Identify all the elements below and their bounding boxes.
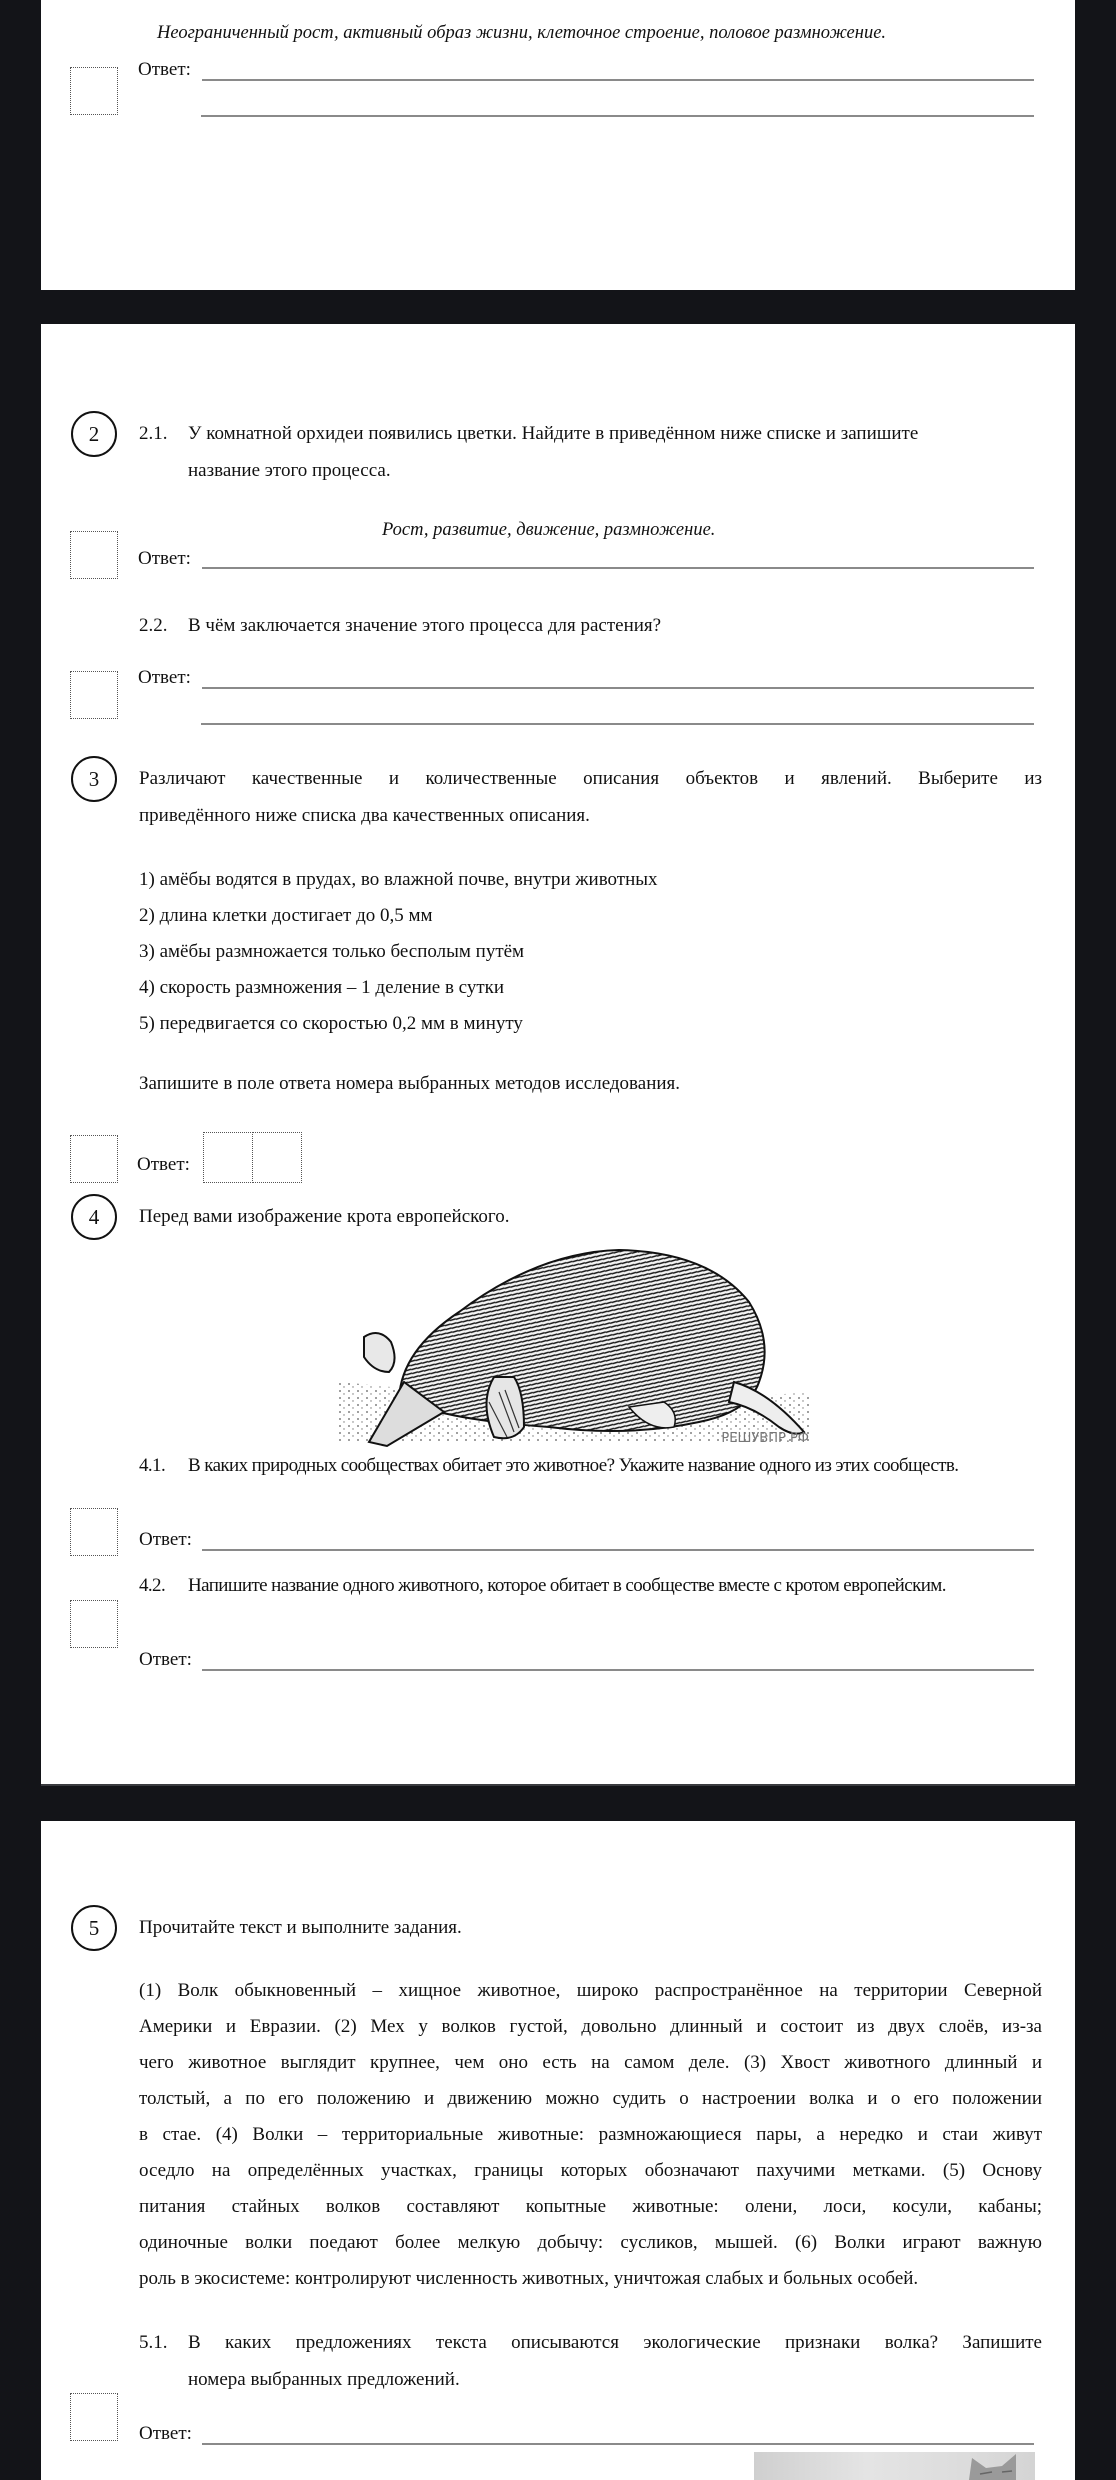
paragraph-line: одиночные волки поедают более мелкую добычу: сусликов, мышей. (6) Волки играют важную bbox=[139, 2232, 1042, 2253]
mole-illustration bbox=[329, 1242, 819, 1452]
list-item: 2) длина клетки достигает до 0,5 мм bbox=[139, 905, 433, 926]
answer-line[interactable] bbox=[202, 79, 1034, 81]
answer-label: Ответ: bbox=[138, 59, 191, 80]
score-box bbox=[70, 671, 118, 719]
answer-line[interactable] bbox=[202, 687, 1034, 689]
answer-cell-2[interactable] bbox=[252, 1132, 302, 1183]
question-number: 4.2. bbox=[139, 1575, 166, 1596]
task-number-badge: 5 bbox=[71, 1905, 117, 1951]
task-number-badge: 4 bbox=[71, 1194, 117, 1240]
question-text: В каких предложениях текста описываются экологические признаки волка? Запишите bbox=[188, 2332, 1042, 2353]
list-item: 4) скорость размножения – 1 деление в сутки bbox=[139, 977, 505, 998]
paragraph-line: оседло на определённых участках, границы которых обозначают пахучими метками. (5) Основу bbox=[139, 2160, 1042, 2181]
score-box bbox=[70, 1600, 118, 1648]
question-text-cont: название этого процесса. bbox=[188, 460, 391, 481]
paragraph-line: Америки и Евразии. (2) Мех у волков густой, довольно длинный и состоит из двух слоёв, из-за bbox=[139, 2016, 1042, 2037]
animal-head-icon bbox=[754, 2452, 1035, 2480]
answer-line[interactable] bbox=[201, 723, 1034, 725]
question-number: 2.1. bbox=[139, 423, 168, 444]
answer-label: Ответ: bbox=[138, 667, 191, 688]
options-text: Неограниченный рост, активный образ жизни, клеточное строение, половое размножение. bbox=[157, 23, 887, 43]
task-intro-cont: приведённого ниже списка два качественных описания. bbox=[139, 805, 590, 826]
question-number: 5.1. bbox=[139, 2332, 168, 2353]
task-intro: Перед вами изображение крота европейского. bbox=[139, 1206, 510, 1227]
question-text: Напишите название одного животного, которое обитает в сообществе вместе с кротом европейским. bbox=[188, 1575, 946, 1596]
question-number: 2.2. bbox=[139, 615, 168, 636]
score-box bbox=[70, 2393, 118, 2441]
score-box bbox=[70, 531, 118, 579]
answer-label: Ответ: bbox=[137, 1154, 190, 1175]
answer-label: Ответ: bbox=[139, 1649, 192, 1670]
mole-image bbox=[329, 1242, 819, 1452]
score-box bbox=[70, 1135, 118, 1183]
instruction-text: Запишите в поле ответа номера выбранных методов исследования. bbox=[139, 1073, 681, 1094]
paragraph-line: толстый, а по его положению и движению можно судить о настроении волка и о его положении bbox=[139, 2088, 1042, 2109]
answer-line[interactable] bbox=[201, 115, 1034, 117]
paragraph-line: роль в экосистеме: контролируют численность животных, уничтожая слабых и больных особей. bbox=[139, 2268, 919, 2289]
list-item: 1) амёбы водятся в прудах, во влажной почве, внутри животных bbox=[139, 869, 658, 890]
task-intro: Различают качественные и количественные описания объектов и явлений. Выберите из bbox=[139, 768, 1042, 789]
list-item: 5) передвигается со скоростью 0,2 мм в минуту bbox=[139, 1013, 523, 1034]
page-fragment-1 bbox=[41, 0, 1075, 290]
question-text-cont: номера выбранных предложений. bbox=[188, 2369, 460, 2390]
answer-line[interactable] bbox=[202, 567, 1034, 569]
question-text: В каких природных сообществах обитает это животное? Укажите название одного из этих сообществ. bbox=[188, 1455, 959, 1476]
options-text: Рост, развитие, движение, размножение. bbox=[382, 520, 716, 540]
task-number-badge: 3 bbox=[71, 756, 117, 802]
task-number-badge: 2 bbox=[71, 411, 117, 457]
paragraph-line: чего животное выглядит крупнее, чем оно есть на самом деле. (3) Хвост животного длинный и bbox=[139, 2052, 1042, 2073]
score-box bbox=[70, 67, 118, 115]
answer-label: Ответ: bbox=[138, 548, 191, 569]
score-box bbox=[70, 1508, 118, 1556]
question-text: У комнатной орхидеи появились цветки. Найдите в приведённом ниже списке и запишите bbox=[188, 423, 919, 444]
answer-label: Ответ: bbox=[139, 2423, 192, 2444]
wolf-photo bbox=[754, 2452, 1035, 2480]
answer-line[interactable] bbox=[202, 2443, 1034, 2445]
question-number: 4.1. bbox=[139, 1455, 166, 1476]
paragraph-line: в стае. (4) Волки – территориальные животные: размножающиеся пары, а нередко и стаи живут bbox=[139, 2124, 1042, 2145]
answer-line[interactable] bbox=[202, 1669, 1034, 1671]
paragraph-line: (1) Волк обыкновенный – хищное животное, широко распространённое на территории Северной bbox=[139, 1980, 1042, 2001]
list-item: 3) амёбы размножается только бесполым путём bbox=[139, 941, 525, 962]
page-2 bbox=[41, 324, 1075, 1786]
image-watermark: РЕШУВПР.РФ bbox=[721, 1431, 809, 1446]
answer-line[interactable] bbox=[202, 1549, 1034, 1551]
question-text: В чём заключается значение этого процесса для растения? bbox=[188, 615, 662, 636]
paragraph-line: питания стайных волков составляют копытные животные: олени, лоси, косули, кабаны; bbox=[139, 2196, 1042, 2217]
task-intro: Прочитайте текст и выполните задания. bbox=[139, 1917, 462, 1938]
answer-cell-1[interactable] bbox=[203, 1132, 253, 1183]
page-3 bbox=[41, 1821, 1075, 2480]
answer-label: Ответ: bbox=[139, 1529, 192, 1550]
